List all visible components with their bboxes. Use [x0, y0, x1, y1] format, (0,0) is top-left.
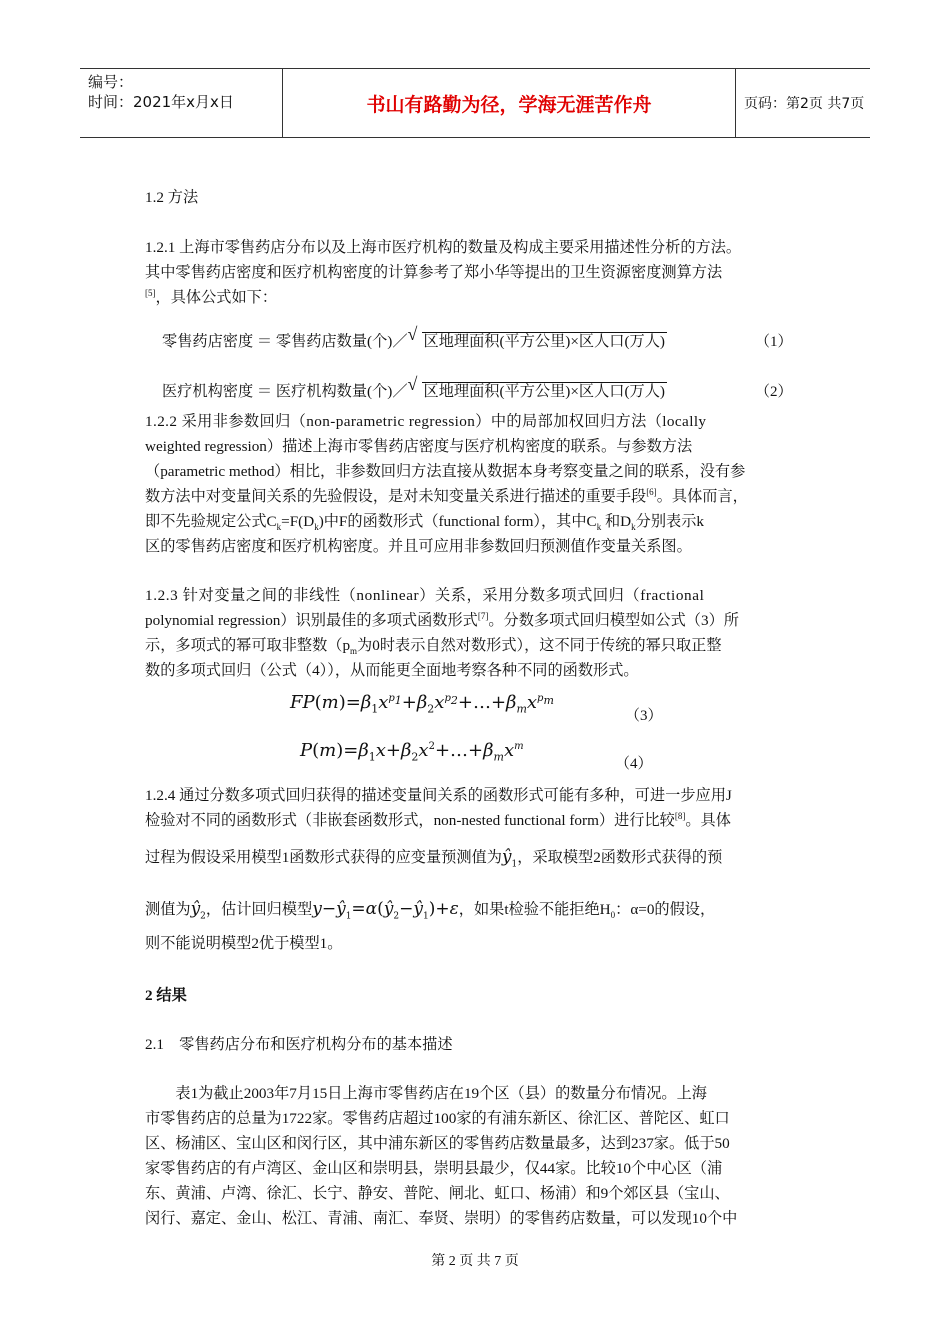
para-1-2-4-line3	[145, 846, 723, 870]
t: 。具体	[685, 812, 731, 829]
para-1-2-3-line3	[145, 634, 722, 655]
formula-1-left: 零售药店密度 ＝ 零售药店数量(个)／	[162, 333, 408, 350]
header-right-cell	[734, 69, 870, 137]
para-1-2-2-line6: 区的零售药店密度和医疗机构密度。并且可应用非参数回归预测值作变量关系图。	[145, 538, 692, 555]
t: ：α=0的假设，	[615, 901, 716, 918]
formula-1-radicand: 区地理面积(平方公里)×区人口(万人)	[423, 333, 665, 350]
para-2-1-line3: 区、杨浦区、宝山区和闵行区，其中浦东新区的零售药店数量最多，达到237家。低于50	[145, 1135, 730, 1152]
formula-2-left: 医疗机构密度 ＝ 医疗机构数量(个)／	[162, 383, 408, 400]
page-info: 页码：第2页 共7页	[744, 96, 865, 112]
section-title-2: 2 结果	[145, 987, 187, 1004]
t: ，采取模型2函数形式获得的预	[517, 849, 723, 866]
para-1-2-2-line4	[145, 485, 748, 506]
sub: k	[276, 522, 282, 533]
t: 即不先验规定公式C	[145, 513, 277, 530]
para-2-1-line5: 东、黄浦、卢湾、徐汇、长宁、静安、普陀、闸北、虹口、杨浦）和9个郊区县（宝山、	[145, 1185, 730, 1202]
formula-1	[162, 324, 667, 351]
para-2-1-line4: 家零售药店的有卢湾区、金山区和崇明县，崇明县最少，仅44家。比较10个中心区（浦	[145, 1160, 723, 1177]
header-motto-cell	[282, 69, 736, 137]
eq-number-1: （1）	[755, 334, 793, 350]
para-2-1-line2: 市零售药店的总量为1722家。零售药店超过100家的有浦东新区、徐汇区、普陀区、虹口	[145, 1110, 730, 1127]
section-title-2-1: 2.1 零售药店分布和医疗机构分布的基本描述	[145, 1036, 453, 1053]
eq-number-2: （2）	[755, 384, 793, 400]
citation-8: [8]	[674, 810, 686, 821]
para-1-2-4-line4	[145, 898, 716, 922]
t: 分别表示k	[635, 513, 704, 530]
y-hat-2: $ŷ_2$	[190, 899, 206, 922]
sub: k	[314, 522, 319, 533]
t: 和D	[601, 513, 632, 530]
para-1-2-1-line3-text: ，具体公式如下：	[155, 289, 277, 306]
para-1-2-2-line2: weighted regression）描述上海市零售药店密度与医疗机构密度的联系。与参数方法	[145, 438, 693, 455]
formula-2	[162, 374, 667, 401]
para-1-2-2-line1: 1.2.2 采用非参数回归（non-parametric regression）中的局部加权回归方法（locally	[145, 413, 707, 430]
t: )中F的函数形式（functional form），其中C	[318, 513, 597, 530]
para-1-2-3-line2	[145, 609, 739, 630]
y-hat-1: $ŷ_1$	[501, 847, 518, 870]
sub: k	[596, 522, 602, 533]
sqrt-2: √ 区地理面积(平方公里)×区人口(万人)	[407, 374, 665, 400]
para-2-1-line1: 表1为截止2003年7月15日上海市零售药店在19个区（县）的数量分布情况。上海	[145, 1085, 707, 1102]
regression-model-formula: $y-ŷ_1=\alpha(ŷ_2-ŷ_1)+\varepsilon$	[312, 899, 459, 922]
eq-number-3: （3）	[625, 708, 663, 724]
eq-number-4: （4）	[615, 756, 653, 772]
t: 为0时表示自然对数形式），这不同于传统的幂只取正整	[357, 637, 722, 654]
t: ，估计回归模型	[205, 901, 313, 918]
page-footer: 第 2 页 共 7 页	[431, 1254, 519, 1269]
formula-4: $P(m)=\beta_1x+\beta_2x^2+\dots+\beta_mx^m$	[300, 740, 524, 764]
t: 检验对不同的函数形式（非嵌套函数形式，non-nested functional form）进行比较	[145, 812, 675, 829]
para-1-2-4-line5: 则不能说明模型2优于模型1。	[145, 935, 343, 952]
para-1-2-2-line5	[145, 510, 704, 531]
para-1-2-1-line2: 其中零售药店密度和医疗机构密度的计算参考了郑小华等提出的卫生资源密度测算方法	[145, 264, 723, 281]
para-1-2-4-line2	[145, 809, 731, 830]
t: =F(D	[281, 513, 315, 530]
number-label: 编号：	[88, 73, 134, 91]
time-label: 时间：2021年x月x日	[88, 93, 234, 111]
header-left-cell	[80, 69, 282, 137]
t: 。分数多项式回归模型如公式（3）所	[488, 612, 739, 629]
para-1-2-4-line1: 1.2.4 通过分数多项式回归获得的描述变量间关系的函数形式可能有多种，可进一步应用J	[145, 787, 732, 804]
formula-3: $FP(m)=\beta_1x^{p_1}+\beta_2x^{p_2}+\dots+\beta_mx^{p_m}$	[290, 692, 554, 716]
section-title-1-2: 1.2 方法	[145, 189, 199, 206]
t: 过程为假设采用模型1函数形式获得的应变量预测值为	[145, 849, 502, 866]
t: 。具体而言，	[656, 488, 748, 505]
t: ，如果t检验不能拒绝H	[458, 901, 611, 918]
sub: k	[631, 522, 636, 533]
sqrt-1: √ 区地理面积(平方公里)×区人口(万人)	[407, 324, 665, 350]
para-1-2-3-line4: 数的多项式回归（公式（4）），从而能更全面地考察各种不同的函数形式。	[145, 662, 639, 679]
para-1-2-2-line3: （parametric method）相比，非参数回归方法直接从数据本身考察变量之间的联系，没有参	[145, 463, 746, 480]
para-1-2-3-line1: 1.2.3 针对变量之间的非线性（nonlinear）关系，采用分数多项式回归（fractional	[145, 587, 705, 604]
page-header	[80, 68, 870, 138]
t: 测值为	[145, 901, 191, 918]
formula-2-radicand: 区地理面积(平方公里)×区人口(万人)	[423, 383, 665, 400]
citation-7: [7]	[477, 610, 489, 621]
para-2-1-line6: 闵行、嘉定、金山、松江、青浦、南汇、奉贤、崇明）的零售药店数量，可以发现10个中	[145, 1210, 738, 1227]
citation-5: [5]	[145, 287, 156, 298]
t: 示，多项式的幂可取非整数（p	[145, 637, 351, 654]
para-1-2-1-line3	[145, 286, 277, 307]
sub: m	[350, 646, 358, 657]
t: polynomial regression）识别最佳的多项式函数形式	[145, 612, 478, 629]
motto: 书山有路勤为径，学海无涯苦作舟	[366, 93, 652, 116]
t: 数方法中对变量间关系的先验假设，是对未知变量关系进行描述的重要手段	[145, 488, 647, 505]
sub: 0	[610, 910, 616, 921]
para-1-2-1-line1: 1.2.1 上海市零售药店分布以及上海市医疗机构的数量及构成主要采用描述性分析的方法。	[145, 239, 742, 256]
citation-6: [6]	[646, 486, 657, 497]
